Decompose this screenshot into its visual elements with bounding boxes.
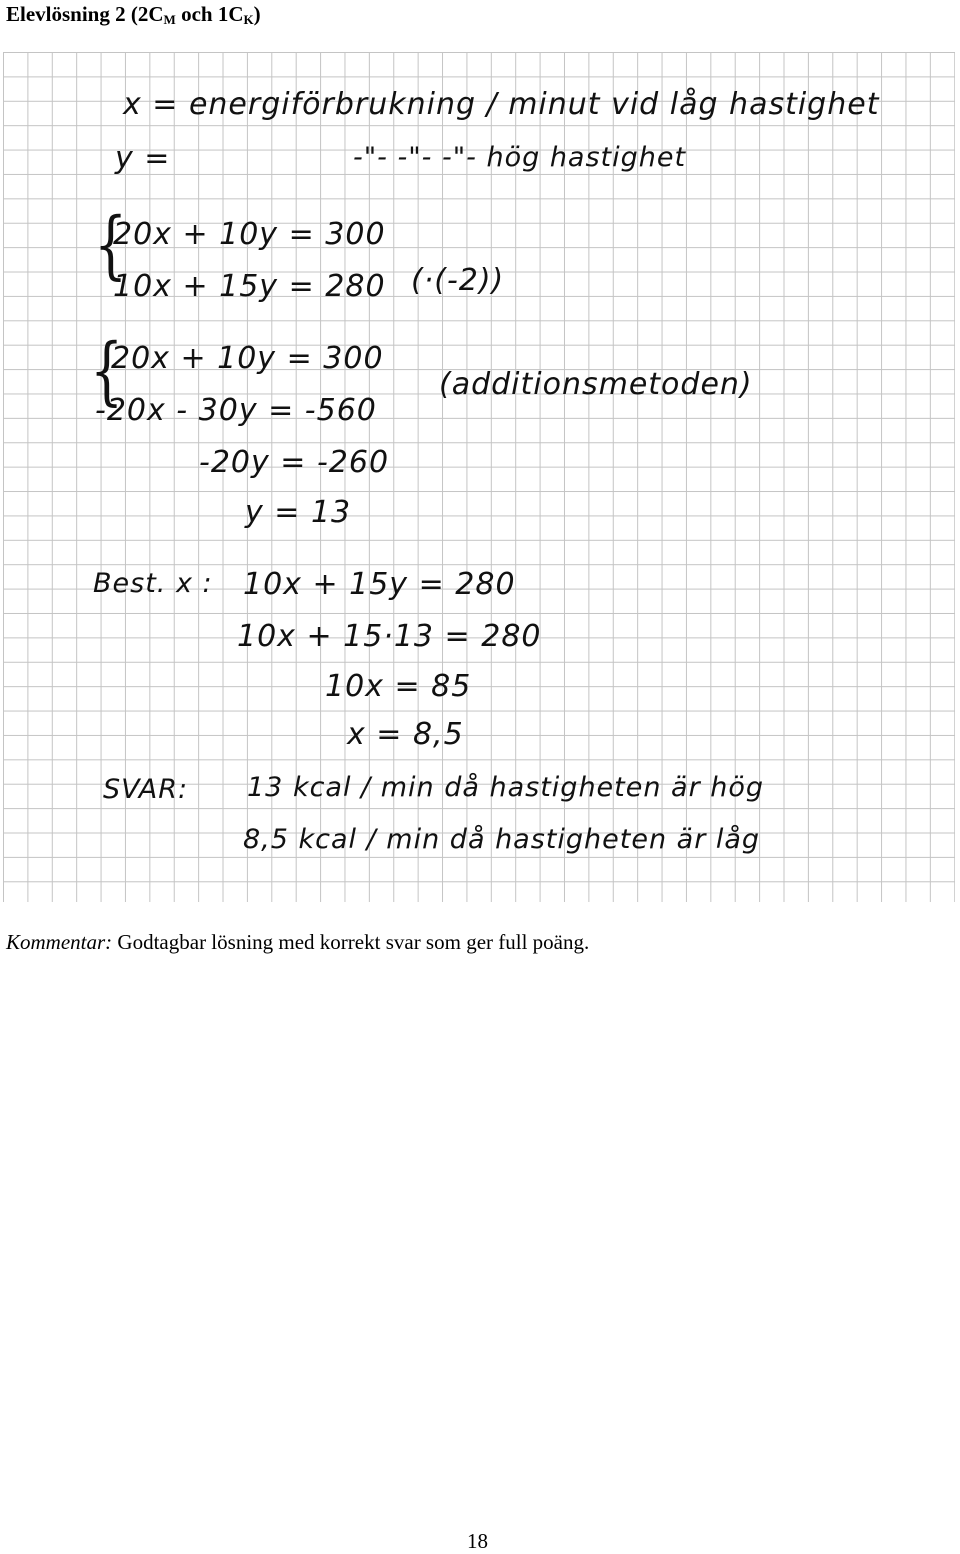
sum-equation: -20y = -260 <box>199 445 390 480</box>
system-brace-2: { <box>90 328 124 414</box>
comment-label: Kommentar: <box>6 930 113 954</box>
definition-y-ditto: -"- -"- -"- hög hastighet <box>353 142 687 173</box>
definition-x: x = energiförbrukning / minut vid låg hastighet <box>123 87 880 122</box>
best-line-1: 10x + 15y = 280 <box>243 567 516 602</box>
system2-method-note: (additionsmetoden) <box>439 367 753 402</box>
best-line-2: 10x + 15·13 = 280 <box>237 619 542 654</box>
title-subscript-m: M <box>163 12 176 27</box>
title-text: Elevlösning 2 (2C <box>6 2 164 26</box>
system1-multiplier-note: (·(-2)) <box>411 263 505 298</box>
comment-text: Godtagbar lösning med korrekt svar som ger full poäng. <box>112 930 590 954</box>
svar-label: SVAR: <box>103 774 189 805</box>
page-number: 18 <box>467 1529 488 1553</box>
system-brace-1: { <box>94 202 128 288</box>
title-subscript-k: K <box>243 12 254 27</box>
svar-line-1: 13 kcal / min då hastigheten är hög <box>247 772 765 803</box>
title-text-end: ) <box>253 2 261 26</box>
y-result: y = 13 <box>245 495 352 530</box>
system1-equation-1: 20x + 10y = 300 <box>113 217 386 252</box>
system1-equation-2: 10x + 15y = 280 <box>113 269 386 304</box>
title-text-mid: och 1C <box>175 2 244 26</box>
system2-equation-1: 20x + 10y = 300 <box>111 341 384 376</box>
comment <box>6 930 589 955</box>
svar-line-2: 8,5 kcal / min då hastigheten är låg <box>243 824 761 855</box>
system2-equation-2: -20x - 30y = -560 <box>95 393 377 428</box>
best-line-4: x = 8,5 <box>347 717 464 752</box>
definition-y-variable: y = <box>115 141 171 176</box>
best-x-label: Best. x : <box>93 568 213 599</box>
graph-paper-solution <box>3 52 955 902</box>
page-title <box>6 2 261 28</box>
best-line-3: 10x = 85 <box>325 669 472 704</box>
